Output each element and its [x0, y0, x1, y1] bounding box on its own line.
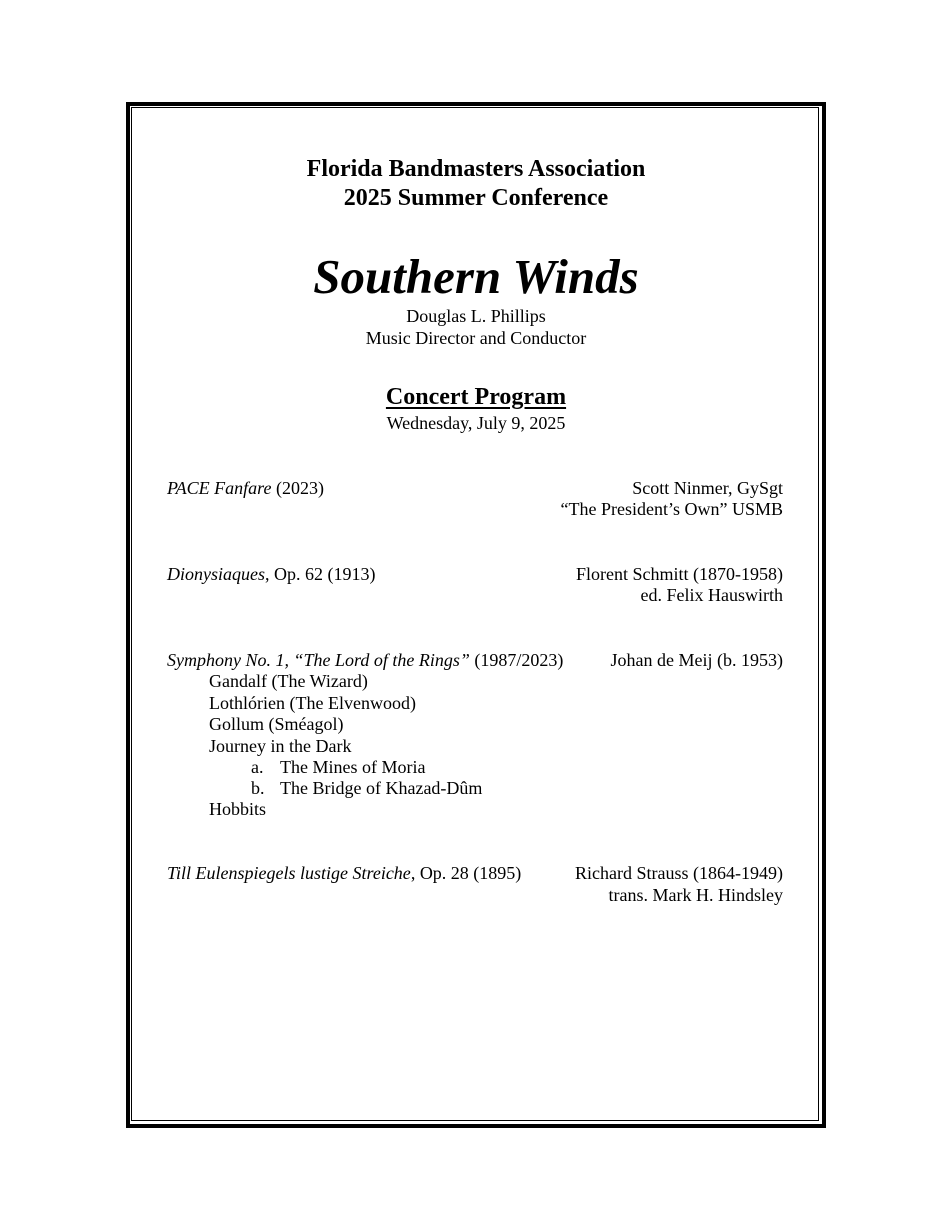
work-1-detail: (2023) — [271, 478, 324, 498]
work-4-composer-note: trans. Mark H. Hindsley — [608, 885, 783, 905]
director-title: Music Director and Conductor — [365, 328, 587, 348]
sub-movement-letter: a. — [251, 757, 264, 777]
director-name: Douglas L. Phillips — [406, 306, 546, 326]
work-1-composer-note: “The President’s Own” USMB — [560, 499, 783, 519]
work-2-composer: Florent Schmitt (1870-1958) — [576, 564, 783, 584]
work-1-title: PACE Fanfare — [167, 478, 272, 498]
movement-item: Hobbits — [209, 799, 267, 819]
ensemble-name: Southern Winds — [313, 249, 639, 304]
event-name: 2025 Summer Conference — [343, 185, 609, 211]
movement-item: Gandalf (The Wizard) — [209, 671, 368, 691]
work-4-composer: Richard Strauss (1864-1949) — [575, 863, 783, 883]
program-heading-wrap — [126, 383, 826, 411]
work-2-composer-note: ed. Felix Hauswirth — [640, 585, 783, 605]
work-3-line — [167, 649, 563, 671]
work-2-line — [167, 563, 376, 585]
work-1-composer: Scott Ninmer, GySgt — [632, 478, 783, 498]
work-4-detail: , Op. 28 (1895) — [410, 863, 522, 883]
movement-item: Journey in the Dark — [209, 736, 352, 756]
work-2-detail: , Op. 62 (1913) — [265, 564, 376, 584]
work-3-composer: Johan de Meij (b. 1953) — [610, 650, 783, 670]
org-name: Florida Bandmasters Association — [306, 156, 646, 182]
sub-movement-letter: b. — [251, 778, 265, 798]
movement-item: Gollum (Sméagol) — [209, 714, 344, 734]
sub-movement-item: The Mines of Moria — [280, 757, 426, 777]
sub-movement-item: The Bridge of Khazad-Dûm — [280, 778, 483, 798]
program-heading: Concert Program — [385, 384, 567, 410]
work-2-title: Dionysiaques — [167, 564, 265, 584]
concert-date: Wednesday, July 9, 2025 — [386, 413, 566, 433]
work-4-line — [167, 862, 521, 884]
movement-item: Lothlórien (The Elvenwood) — [209, 693, 416, 713]
work-1-line — [167, 477, 324, 499]
work-3-title: Symphony No. 1, “The Lord of the Rings” — [167, 650, 470, 670]
work-3-detail: (1987/2023) — [469, 650, 564, 670]
work-4-title: Till Eulenspiegels lustige Streiche — [167, 863, 411, 883]
